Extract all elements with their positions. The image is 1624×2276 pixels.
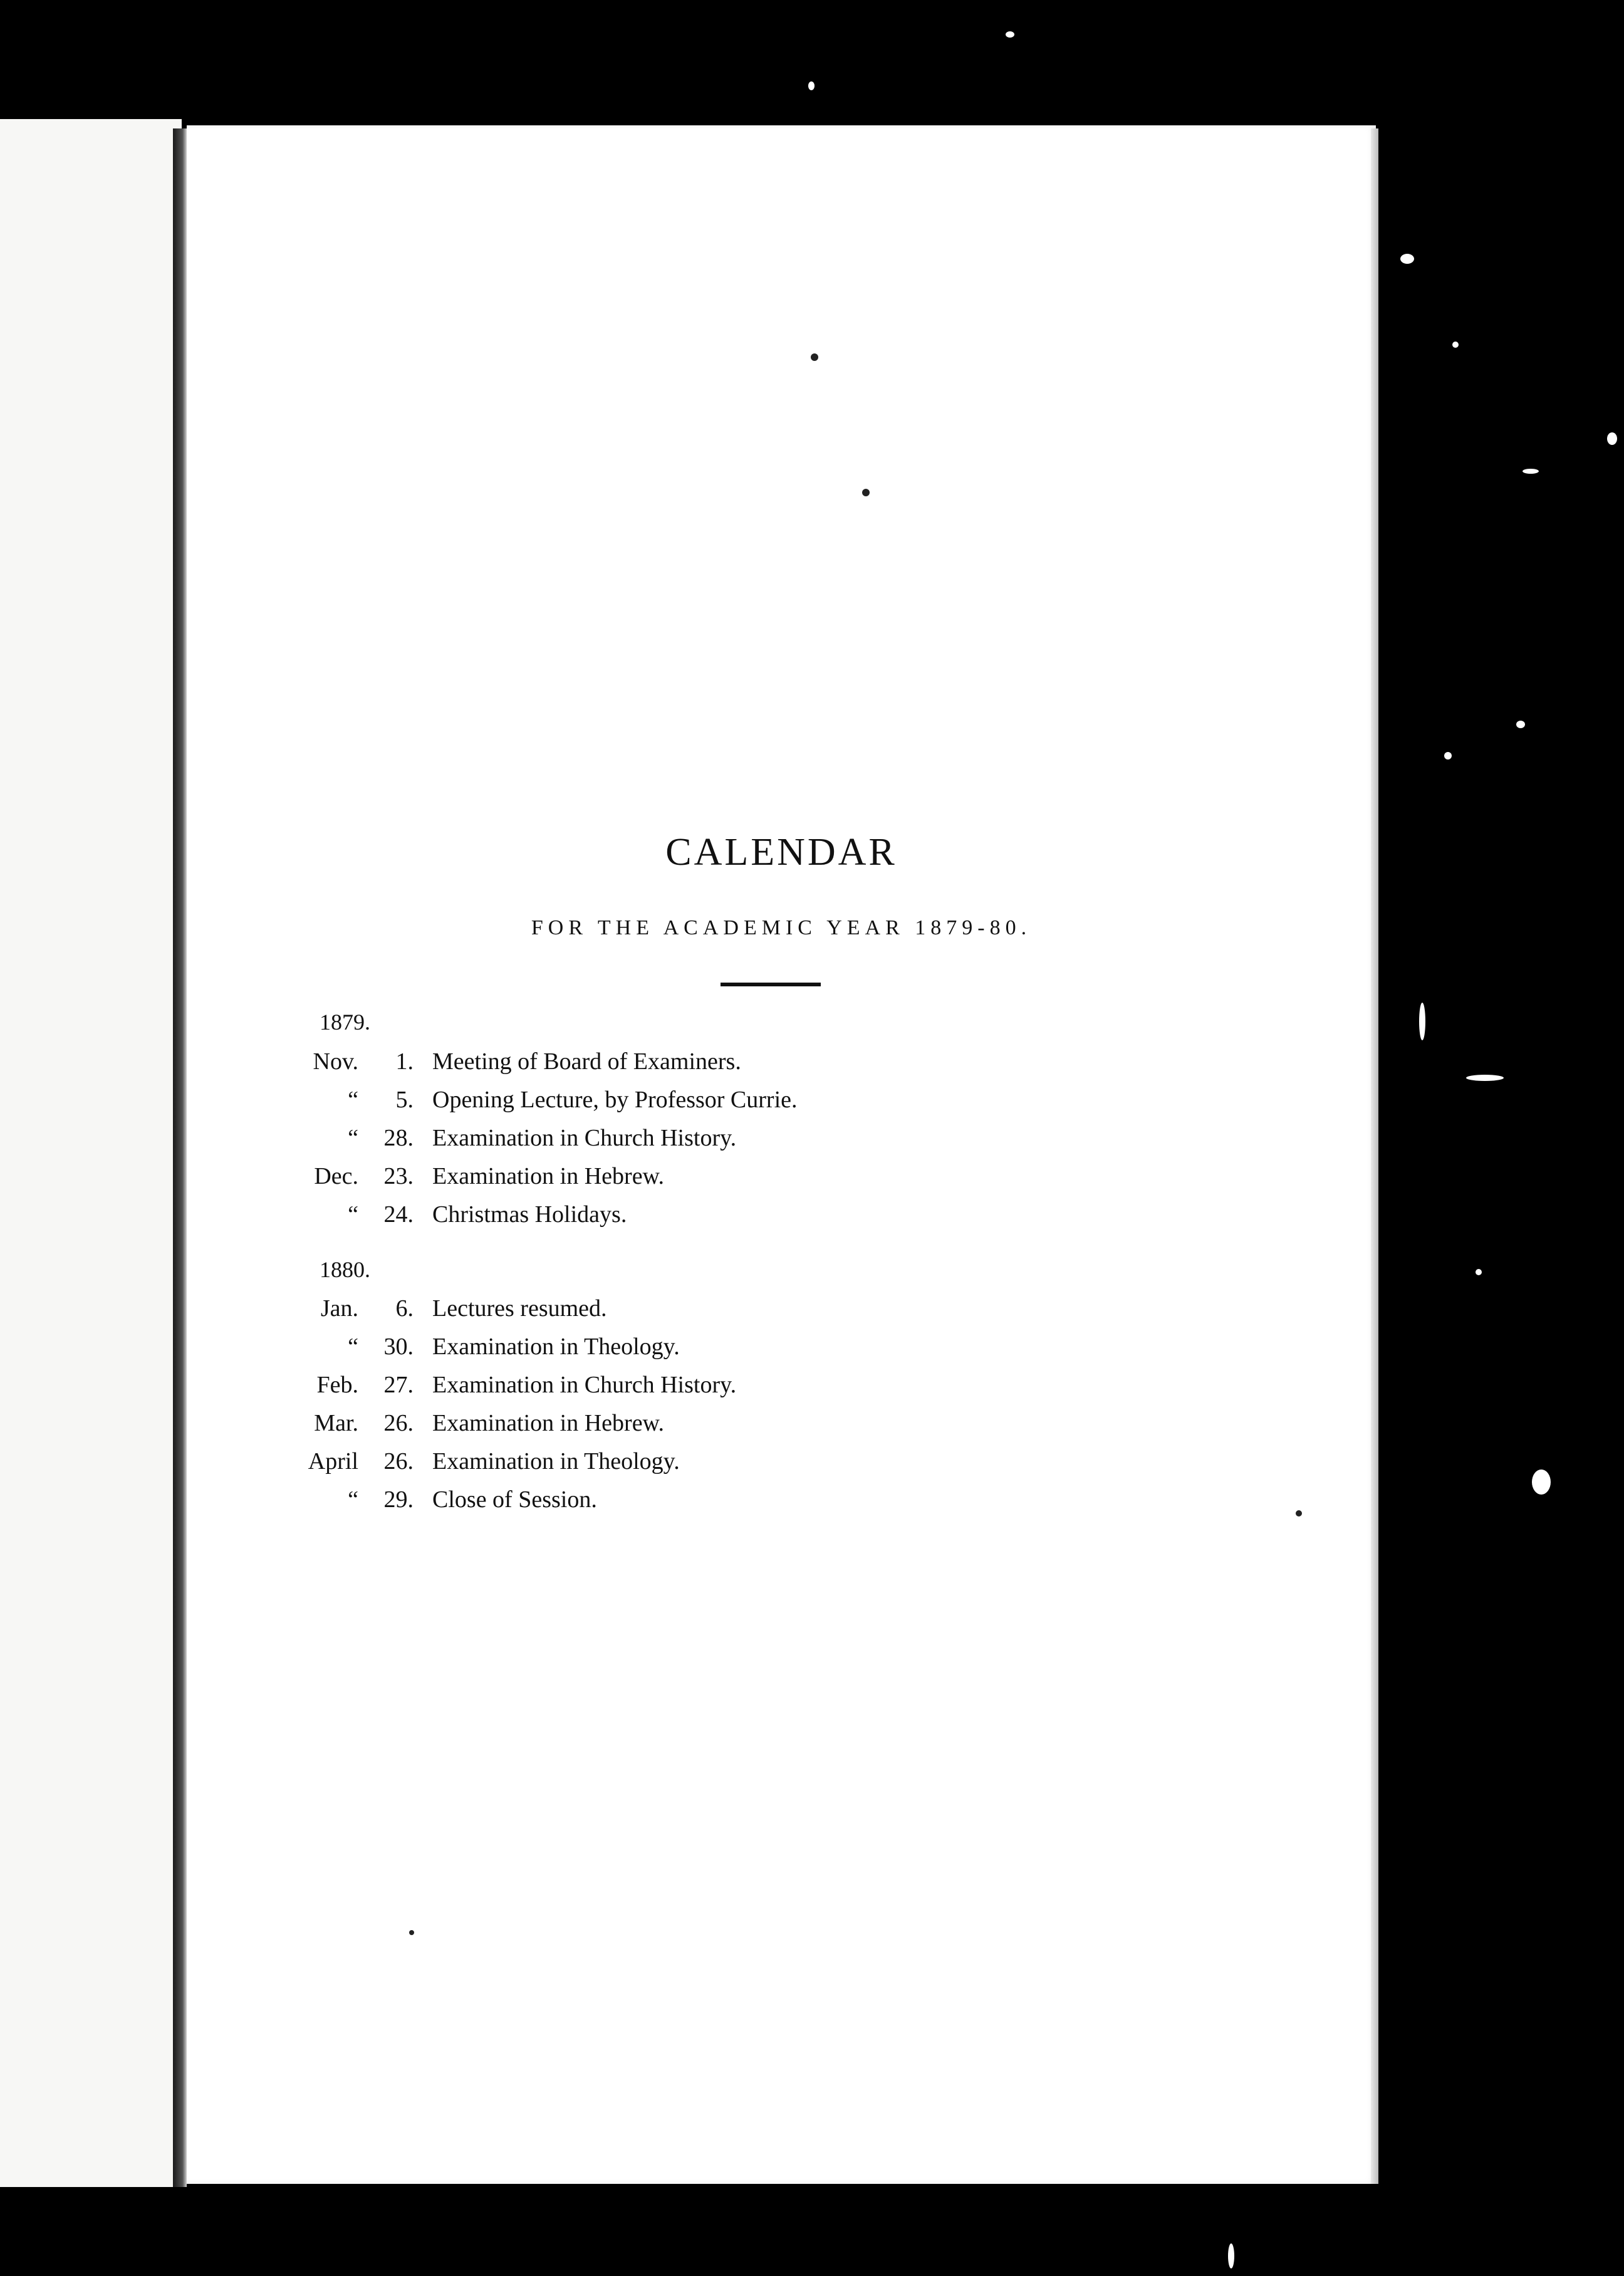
entry-day: 6.: [395, 1295, 414, 1322]
dust-speck: [1444, 752, 1452, 760]
dust-speck: [1516, 721, 1525, 728]
entry-month: “: [348, 1125, 358, 1151]
entry-month: April: [308, 1448, 358, 1475]
calendar-entry: [301, 1333, 927, 1370]
entry-event: Examination in Theology.: [432, 1448, 680, 1475]
dust-speck: [1006, 31, 1014, 38]
dust-speck: [1532, 1469, 1551, 1495]
entry-event: Examination in Hebrew.: [432, 1163, 665, 1189]
entry-day: 30.: [383, 1334, 414, 1360]
book-gutter: [173, 128, 187, 2187]
entry-month: “: [348, 1087, 358, 1113]
entry-day: 24.: [383, 1201, 414, 1228]
page-subtitle: FOR THE ACADEMIC YEAR 1879-80.: [531, 916, 1032, 939]
entry-event: Christmas Holidays.: [432, 1201, 627, 1228]
dust-speck: [808, 81, 815, 90]
page-edge: [1371, 128, 1378, 2184]
entry-event: Meeting of Board of Examiners.: [432, 1048, 741, 1075]
entry-month: Nov.: [313, 1048, 358, 1075]
ink-spot: [409, 1930, 414, 1935]
dust-speck: [1466, 1075, 1504, 1081]
calendar-entry: [301, 1295, 927, 1332]
entry-day: 28.: [383, 1125, 414, 1151]
calendar-entry: [301, 1086, 927, 1124]
calendar-entry: [301, 1201, 927, 1238]
entry-event: Lectures resumed.: [432, 1295, 607, 1322]
entry-month: Dec.: [314, 1163, 358, 1189]
ink-spot: [811, 353, 818, 361]
dust-speck: [1228, 2243, 1234, 2268]
entry-event: Examination in Church History.: [432, 1372, 737, 1398]
dust-speck: [1476, 1269, 1482, 1275]
entry-day: 26.: [383, 1410, 414, 1436]
page-title: CALENDAR: [665, 831, 897, 874]
year-heading: 1880.: [320, 1257, 370, 1282]
dust-speck: [1419, 1003, 1425, 1040]
calendar-entry: [301, 1162, 927, 1200]
entry-day: 5.: [395, 1087, 414, 1113]
entry-day: 26.: [383, 1448, 414, 1475]
entry-event: Examination in Hebrew.: [432, 1410, 665, 1436]
entry-month: Mar.: [314, 1410, 358, 1436]
entry-day: 27.: [383, 1372, 414, 1398]
entry-month: Feb.: [316, 1372, 358, 1398]
calendar-entry: [301, 1371, 927, 1409]
dust-speck: [1522, 469, 1539, 474]
entry-day: 23.: [383, 1163, 414, 1189]
dust-speck: [1452, 342, 1459, 348]
calendar-entry: [301, 1124, 927, 1162]
entry-event: Examination in Church History.: [432, 1125, 737, 1151]
calendar-entry: [301, 1409, 927, 1447]
entry-day: 1.: [395, 1048, 414, 1075]
entry-event: Examination in Theology.: [432, 1334, 680, 1360]
entry-day: 29.: [383, 1486, 414, 1513]
calendar-entry: [301, 1048, 927, 1085]
entry-event: Close of Session.: [432, 1486, 597, 1513]
entry-month: “: [348, 1334, 358, 1360]
title-rule: [721, 983, 821, 986]
ink-spot: [1296, 1510, 1302, 1516]
dust-speck: [1400, 254, 1414, 264]
entry-month: Jan.: [320, 1295, 358, 1322]
facing-page: [0, 119, 182, 2187]
calendar-entry: [301, 1448, 927, 1485]
year-heading: 1879.: [320, 1010, 370, 1035]
calendar-entry: [301, 1486, 927, 1523]
entry-month: “: [348, 1486, 358, 1513]
dust-speck: [1607, 432, 1617, 445]
entry-event: Opening Lecture, by Professor Currie.: [432, 1087, 798, 1113]
ink-spot: [862, 489, 870, 496]
entry-month: “: [348, 1201, 358, 1228]
